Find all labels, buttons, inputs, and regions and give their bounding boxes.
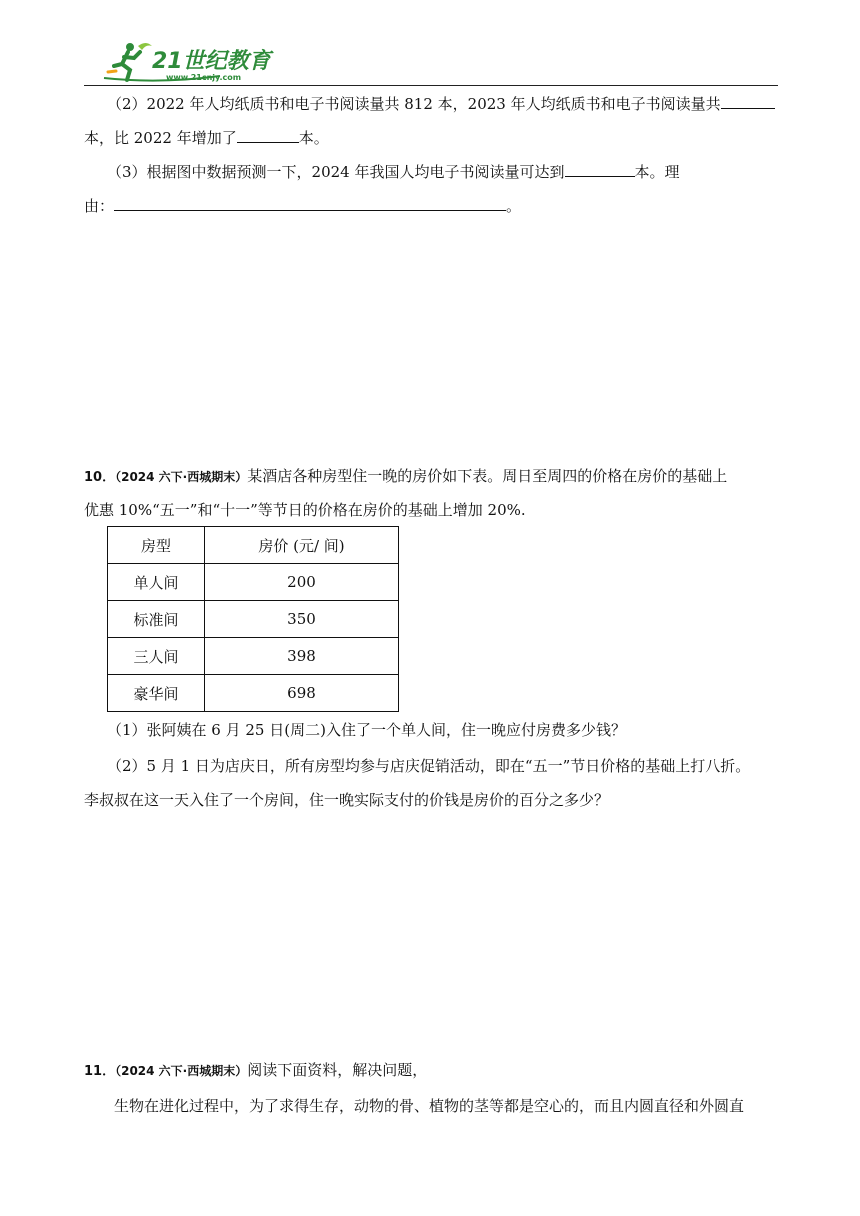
answer-blank[interactable]: [237, 128, 299, 143]
room-type-cell: 标准间: [108, 601, 205, 638]
room-price-cell: 698: [205, 675, 399, 712]
q9-part3-line1: （3）根据图中数据预测一下，2024 年我国人均电子书阅读量可达到 本。理: [107, 163, 680, 181]
q10-intro-line2: 优惠 10%“五一”和“十一”等节日的价格在房价的基础上增加 20%.: [84, 501, 526, 519]
question-source: （2024 六下·西城期末）: [115, 470, 248, 484]
table-row: [108, 638, 399, 675]
q10-intro-line1: 10．（2024 六下·西城期末）某酒店各种房型住一晚的房价如下表。周日至周四的价格在房价的基础上: [84, 467, 728, 485]
room-type-cell: 单人间: [108, 564, 205, 601]
header-rule: [84, 85, 778, 86]
q11-text-line1: 生物在进化过程中，为了求得生存，动物的骨、植物的茎等都是空心的，而且内圆直径和外圆直: [114, 1097, 745, 1115]
question-number: 11．: [84, 1064, 116, 1079]
logo-text: 21世纪教育: [152, 49, 271, 74]
page-header: [0, 0, 860, 90]
room-price-cell: 398: [205, 638, 399, 675]
reason-blank[interactable]: [114, 196, 506, 211]
q10-part2-line2: 李叔叔在这一天入住了一个房间，住一晚实际支付的价钱是房价的百分之多少？: [84, 791, 610, 809]
table-row: [108, 601, 399, 638]
answer-blank[interactable]: [721, 94, 775, 109]
room-type-cell: 豪华间: [108, 675, 205, 712]
room-type-cell: 三人间: [108, 638, 205, 675]
q9-part2-line1: （2）2022 年人均纸质书和电子书阅读量共 812 本，2023 年人均纸质书和电子书阅读量共: [107, 94, 775, 114]
q11-intro: 11．（2024 六下·西城期末）阅读下面资料，解决问题，: [84, 1061, 428, 1079]
question-number: 10．: [84, 470, 116, 485]
question-source: （2024 六下·西城期末）: [115, 1064, 248, 1078]
q9-part2-line2: 本，比 2022 年增加了 本。: [84, 129, 329, 147]
room-price-cell: 350: [205, 601, 399, 638]
answer-blank[interactable]: [565, 162, 635, 177]
room-price-cell: 200: [205, 564, 399, 601]
q9-part3-line2: 由： 。: [84, 197, 522, 215]
table-row: [108, 675, 399, 712]
table-row: [108, 564, 399, 601]
runner-icon: [108, 43, 152, 80]
table-header-cell: 房价 (元/ 间): [205, 527, 399, 564]
q10-part2-line1: （2）5 月 1 日为店庆日，所有房型均参与店庆促销活动，即在“五一”节日价格的基础上打八折。: [107, 757, 751, 775]
table-header-row: [108, 527, 399, 564]
logo-url: www.21cnjy.com: [166, 73, 242, 82]
q10-part1: （1）张阿姨在 6 月 25 日(周二)入住了一个单人间，住一晚应付房费多少钱？: [107, 721, 626, 739]
table-header-cell: 房型: [108, 527, 205, 564]
price-table: [107, 526, 399, 712]
logo-21cnjy: [100, 38, 280, 84]
